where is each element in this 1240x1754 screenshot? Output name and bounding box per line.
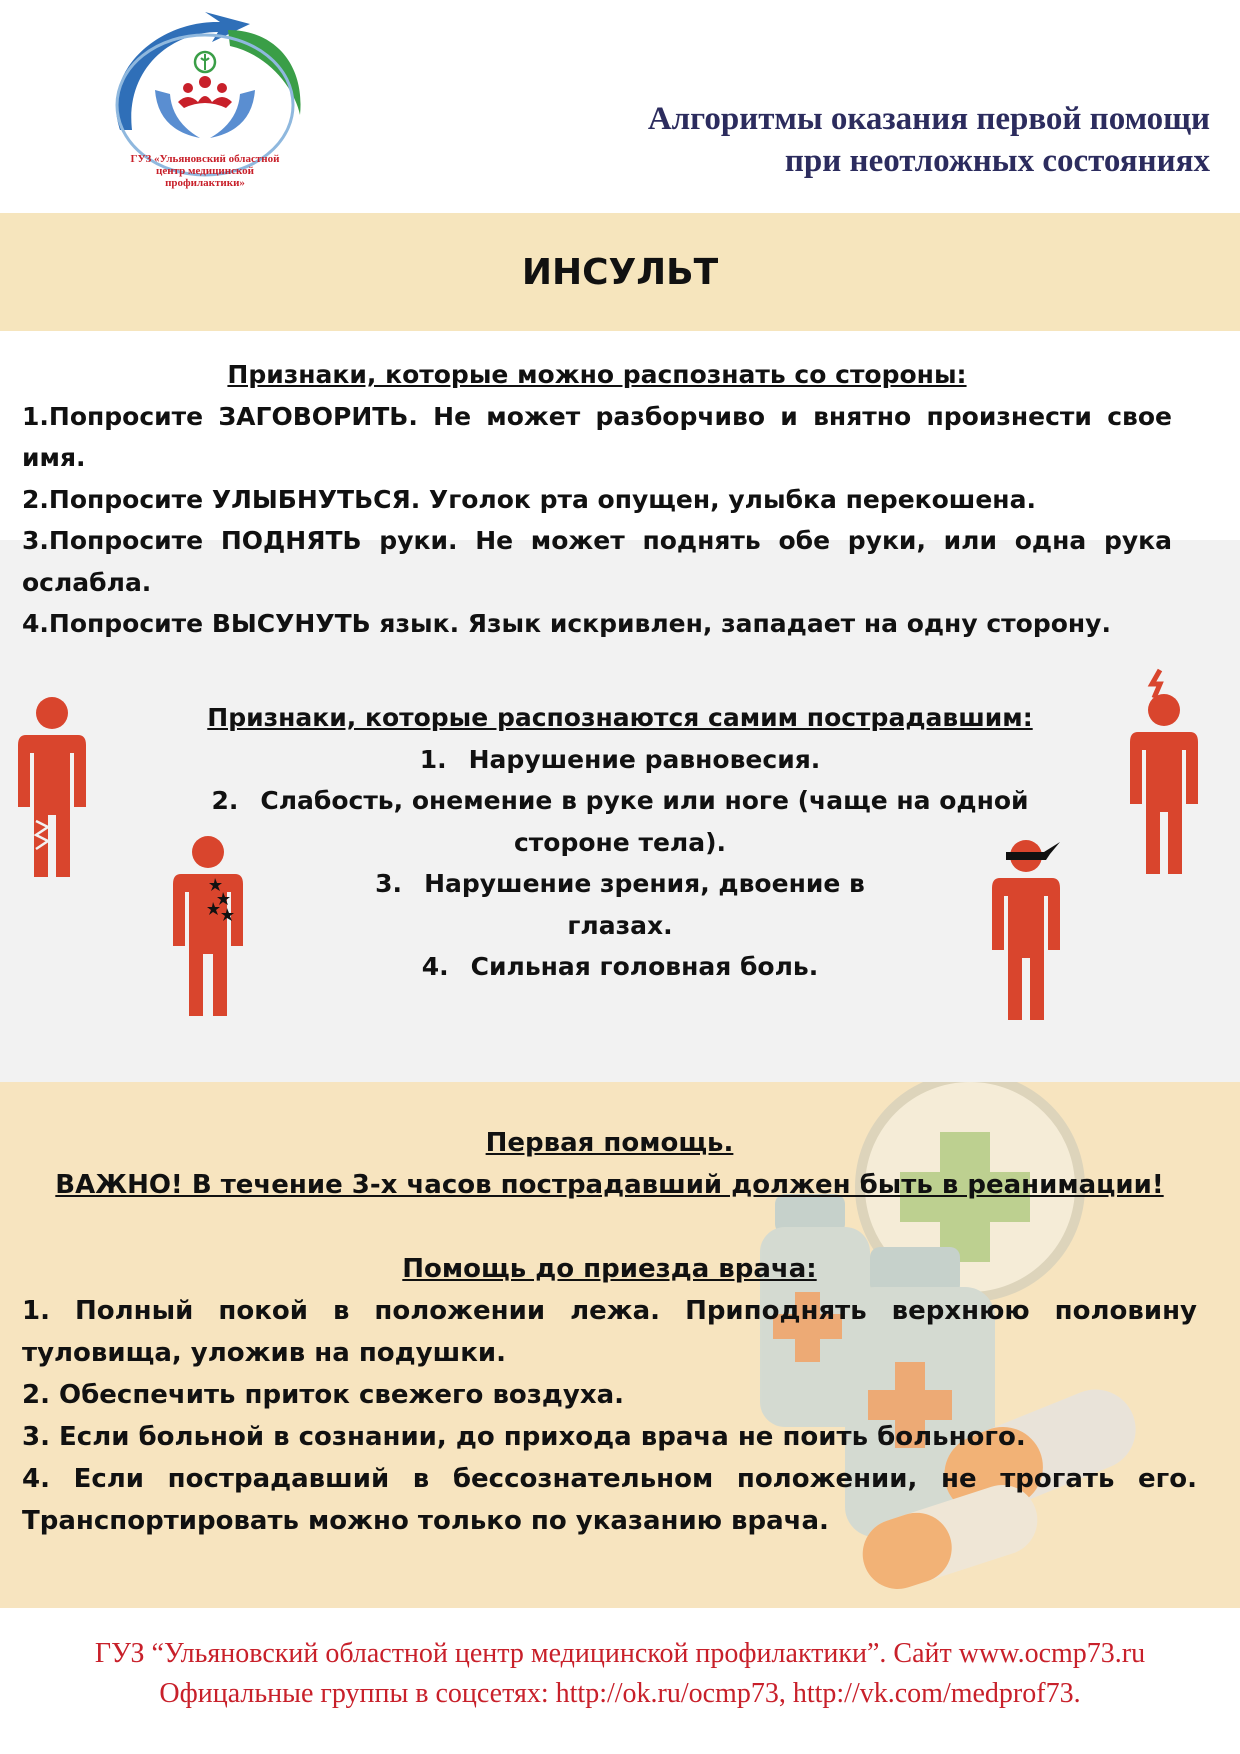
first-aid-item-1: 1. Полный покой в положении лежа. Приподнять верхнюю половину туловища, уложив на подушки. xyxy=(22,1296,1197,1368)
title-band xyxy=(0,213,1240,331)
signs-outside-item-3: 3.Попросите ПОДНЯТЬ руки. Не может поднять обе руки, или одна рука ослабла. xyxy=(22,526,1172,597)
signs-outside-item-1: 1.Попросите ЗАГОВОРИТЬ. Не может разборчиво и внятно произнести свое имя. xyxy=(22,401,1172,472)
first-aid-item-3: 3. Если больной в сознании, до прихода врача не поить больного. xyxy=(22,1422,1026,1452)
header-title xyxy=(648,98,1210,182)
first-aid-important: ВАЖНО! В течение 3-х часов пострадавший должен быть в реанимации! xyxy=(55,1170,1164,1200)
header-title-line1: Алгоритмы оказания первой помощи xyxy=(647,101,1210,137)
signs-self-item-3-cont: глазах. xyxy=(567,910,673,940)
first-aid-item-4: 4. Если пострадавший в бессознательном положении, не трогать его. Транспортировать можно только по указанию врача. xyxy=(22,1464,1197,1536)
first-aid-section xyxy=(22,1122,1197,1542)
page-title: ИНСУЛЬТ xyxy=(521,251,719,293)
signs-self-item-1: 1. Нарушение равновесия. xyxy=(419,744,821,774)
header-title-line2: при неотложных состояниях xyxy=(784,143,1210,179)
footer xyxy=(0,1634,1240,1714)
signs-self-heading: Признаки, которые распознаются самим пострадавшим: xyxy=(207,703,1033,732)
arm-numbness-figure-icon xyxy=(163,834,253,1024)
signs-self-item-2: 2. Слабость, онемение в руке или ноге (чаще на одной xyxy=(211,786,1029,815)
footer-line-2: Офицальные группы в соцсетях: http://ok.ru/ocmp73, http://vk.com/medprof73. xyxy=(159,1678,1081,1709)
signs-self-item-3: 3. Нарушение зрения, двоение в xyxy=(375,869,865,898)
headache-figure-icon xyxy=(1122,668,1212,878)
first-aid-item-2: 2. Обеспечить приток свежего воздуха. xyxy=(22,1380,625,1410)
first-aid-subheading: Помощь до приезда врача: xyxy=(402,1254,817,1284)
signs-outside-section xyxy=(22,354,1172,645)
signs-outside-item-4: 4.Попросите ВЫСУНУТЬ язык. Язык искривлен, западает на одну сторону. xyxy=(22,609,1111,638)
signs-self-item-2-cont: стороне тела). xyxy=(513,827,727,857)
vision-problem-figure-icon xyxy=(984,838,1074,1028)
first-aid-heading: Первая помощь. xyxy=(485,1128,734,1158)
signs-outside-heading: Признаки, которые можно распознать со стороны: xyxy=(227,360,967,389)
signs-outside-item-2: 2.Попросите УЛЫБНУТЬСЯ. Уголок рта опущен, улыбка перекошена. xyxy=(22,484,1036,514)
footer-line-1: ГУЗ “Ульяновский областной центр медицинской профилактики”. Сайт www.ocmp73.ru xyxy=(94,1638,1146,1669)
leg-weakness-figure-icon xyxy=(12,695,92,885)
signs-self-item-4: 4. Сильная головная боль. xyxy=(421,952,819,981)
logo-caption: ГУЗ «Ульяновский областной центр медицинской профилактики» xyxy=(130,153,280,189)
